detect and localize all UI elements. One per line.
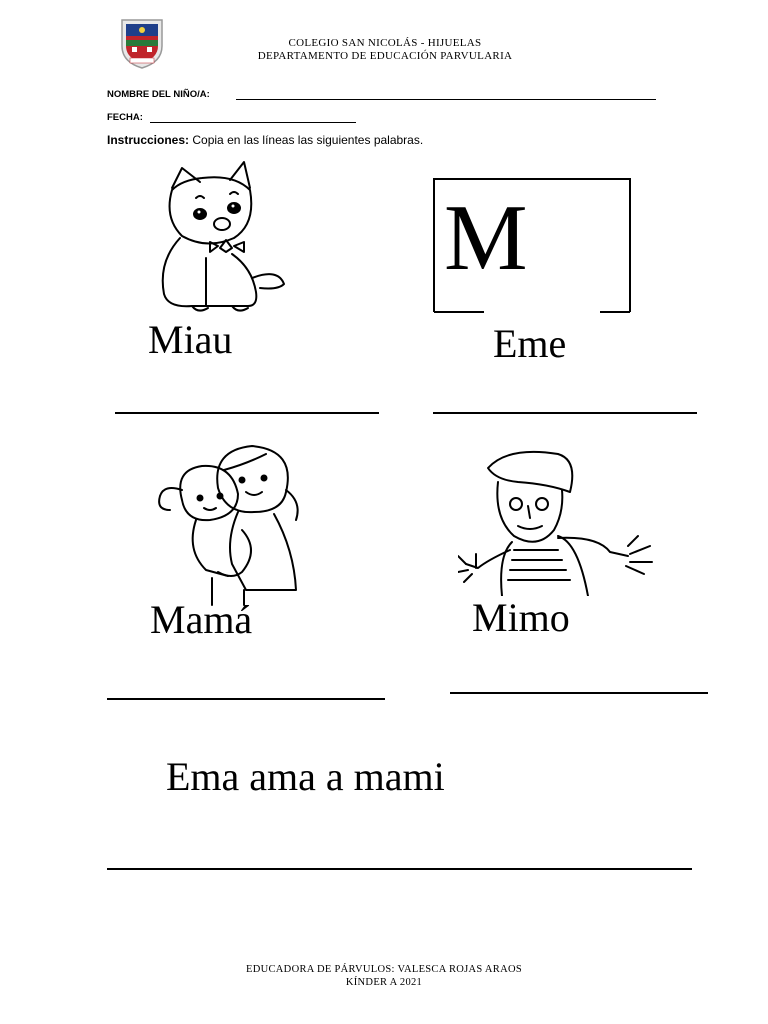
eme-write-line[interactable] [433,412,697,414]
sentence: Ema ama a mami [166,754,445,799]
word-mama: Mamá [150,597,253,642]
footer-course: KÍNDER A 2021 [345,977,423,988]
word-mimo: Mimo [472,595,570,640]
mime-illustration [458,446,658,601]
school-name: COLEGIO SAN NICOLÁS - HIJUELAS [288,37,482,49]
word-miau: Miau [148,317,233,362]
date-label: FECHA: [107,112,143,123]
name-line[interactable] [236,99,656,100]
name-label: NOMBRE DEL NIÑO/A: [107,89,210,100]
cat-illustration [152,158,292,323]
sentence-write-line[interactable] [107,868,692,870]
school-crest-logo [118,16,166,70]
instructions [107,133,423,147]
miau-write-line[interactable] [115,412,379,414]
instructions-label: Instrucciones: [107,133,190,147]
instructions-text: Copia en las líneas las siguientes palabras. [192,133,424,147]
footer-teacher: EDUCADORA DE PÁRVULOS: VALESCA ROJAS ARAOS [246,964,522,975]
mother-child-illustration [146,440,306,615]
date-line[interactable] [150,122,356,123]
department-name: DEPARTAMENTO DE EDUCACIÓN PARVULARIA [257,50,513,62]
letter-m: M [444,186,528,290]
word-eme: Eme [493,321,567,366]
mama-write-line[interactable] [107,698,385,700]
mimo-write-line[interactable] [450,692,708,694]
